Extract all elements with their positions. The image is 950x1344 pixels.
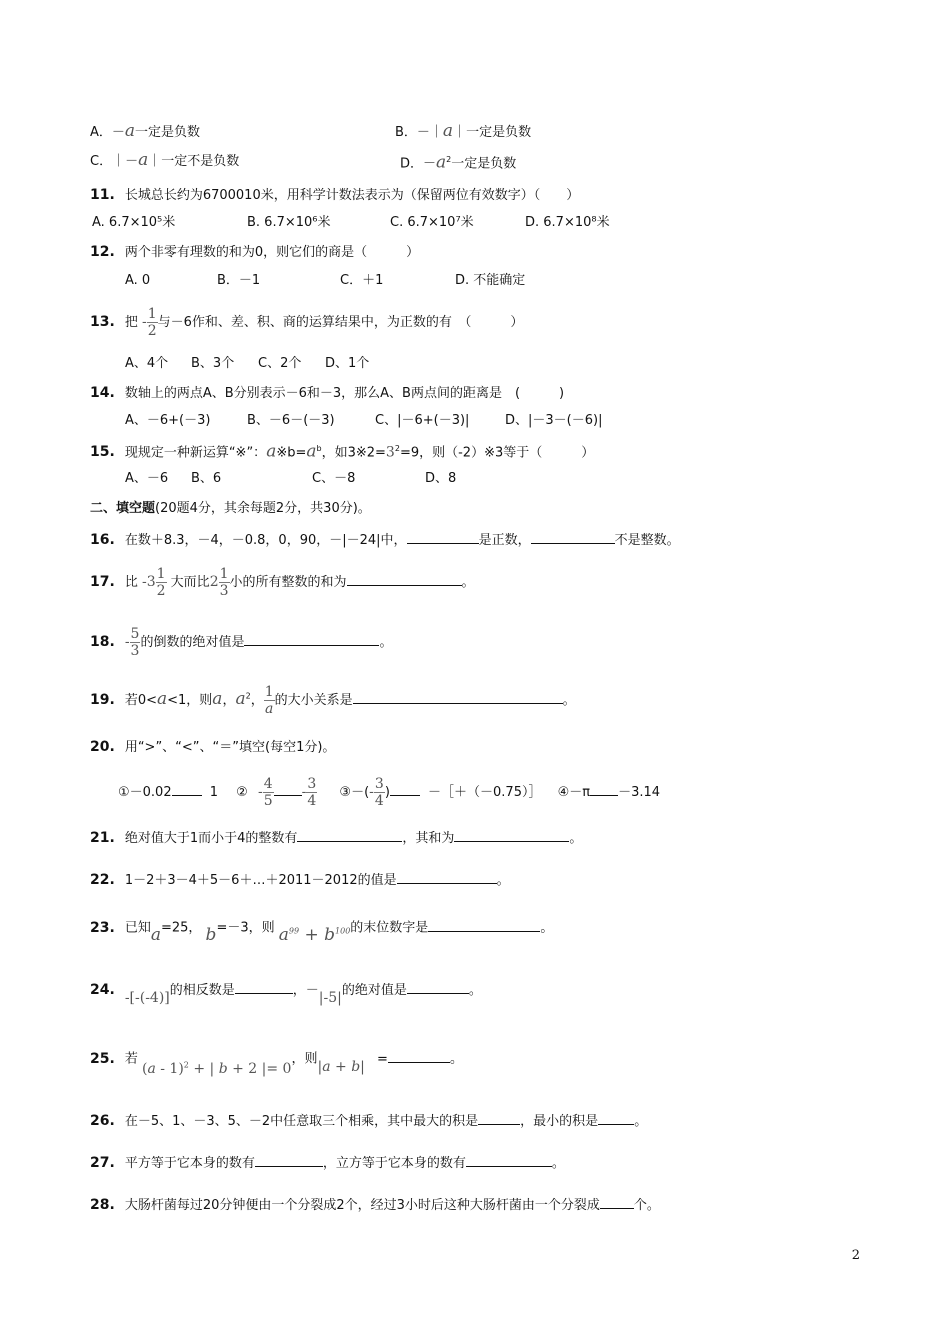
- q10-a-tail: 一定是负数: [135, 125, 201, 140]
- q17-text-b: 大而比: [170, 575, 210, 590]
- q14-opt-d: D、|－3－(－6)|: [505, 413, 603, 428]
- q24: [90, 981, 482, 1006]
- q12-opt-d: D. 不能确定: [455, 273, 526, 288]
- q21-text-a: 绝对值大于1而小于4的整数有: [124, 831, 298, 846]
- q25-text-c: =: [377, 1051, 388, 1067]
- q14-opt-c: C、|－6+(－3)|: [375, 413, 470, 428]
- answer-blank[interactable]: [244, 633, 379, 646]
- q26: [90, 1112, 647, 1131]
- q19-text-c: ，: [222, 693, 236, 708]
- q20-part-2: ②: [236, 785, 248, 800]
- expr-a99-b100: $a^{99} + b^{100}$: [278, 924, 351, 945]
- answer-blank[interactable]: [598, 1112, 634, 1125]
- fraction-1-2: $\frac{1}{2}$: [156, 566, 166, 599]
- var-a: a: [266, 441, 277, 462]
- section-heading: [90, 500, 371, 518]
- q23: [90, 914, 554, 945]
- q20-part-3-rhs: －［＋（－0.75）］: [428, 785, 542, 800]
- q18: 18. - $\frac{5}{3}$ 的倒数的绝对值是 。: [90, 626, 393, 659]
- q24-text-d: 。: [468, 983, 482, 998]
- answer-blank[interactable]: [274, 783, 302, 796]
- q12-opt-b: B．－1: [217, 273, 261, 288]
- q17-text-c: 小的所有整数的和为: [229, 575, 347, 590]
- q16-text-b: 是正数，: [478, 533, 531, 548]
- answer-blank[interactable]: [600, 1196, 634, 1209]
- var-a: a: [212, 689, 223, 709]
- question-number: 27.: [90, 1155, 115, 1171]
- q10-d-tail: 一定是负数: [451, 156, 517, 172]
- q21-text-c: 。: [569, 831, 583, 846]
- answer-blank[interactable]: [390, 783, 420, 796]
- q10-b-tail: ｜一定是负数: [453, 125, 532, 140]
- q25-text-d: 。: [449, 1051, 463, 1067]
- q21: [90, 829, 582, 848]
- q11-opt-d: D. 6.7×10⁸米: [525, 215, 610, 230]
- answer-blank[interactable]: [347, 573, 462, 586]
- q10-c-label: C．｜－: [90, 154, 139, 169]
- q15-stem: 15. 现规定一种新运算“※”：$a※b=a^b$，如$3※2=3^2=9$，则（-2）※3等于（ ）: [90, 441, 595, 462]
- question-text: 数轴上的两点A、B分别表示－6和－3，那么A、B两点间的距离是 ( ): [124, 386, 565, 401]
- q10-d-label: D．－: [400, 156, 437, 172]
- q20-part-4-rhs: －3.14: [618, 785, 661, 800]
- answer-blank[interactable]: [531, 531, 615, 544]
- q25-text-b: ，则: [291, 1051, 318, 1067]
- q17-text-d: 。: [461, 575, 475, 590]
- q25-text-a: 若: [124, 1051, 138, 1067]
- q19-text-a: 若0<: [124, 693, 157, 708]
- q12-stem: [90, 243, 419, 262]
- question-number: 28.: [90, 1197, 115, 1213]
- q23-text-d: 的末位数字是: [350, 920, 429, 936]
- fraction-4-5: $\frac{4}{5}$: [263, 776, 273, 809]
- section-title: 二、填空题: [90, 501, 156, 516]
- q23-text-b: =25，: [160, 920, 202, 936]
- answer-blank[interactable]: [466, 1154, 552, 1167]
- q10-c-tail: ｜一定不是负数: [148, 154, 240, 169]
- answer-blank[interactable]: [407, 981, 469, 994]
- answer-blank[interactable]: [428, 919, 540, 932]
- expr-abs-neg5: |-5|: [318, 990, 342, 1006]
- var-a: a: [124, 121, 136, 141]
- q13-opt-d: D、1个: [325, 356, 370, 371]
- answer-blank[interactable]: [255, 1154, 323, 1167]
- var-a: a: [442, 121, 454, 141]
- q23-text-c: =－3，则: [216, 920, 275, 936]
- q23-text-a: 已知: [124, 920, 151, 936]
- fraction-1-a: $\frac{1}{a}$: [264, 684, 274, 717]
- q11-opt-c: C. 6.7×10⁷米: [390, 215, 474, 230]
- q10-option-c: [90, 151, 239, 171]
- q15-opt-b: B、6: [191, 471, 222, 486]
- q28-text-b: 个。: [633, 1198, 660, 1213]
- q20-part-3-close: ): [384, 785, 390, 800]
- answer-blank[interactable]: [353, 691, 563, 704]
- var-a: a: [436, 152, 447, 173]
- q13-stem: 13. 把 - $\frac{1}{2}$ 与－6作和、差、积、商的运算结果中，为正数的有 （ ）: [90, 306, 524, 339]
- q20-stem: [90, 738, 335, 757]
- q13-opt-a: A、4个: [125, 356, 169, 371]
- q10-option-a: [90, 122, 200, 142]
- q24-text-c: 的绝对值是: [341, 983, 407, 998]
- q22-text-b: 。: [496, 873, 510, 888]
- var-a: a: [235, 689, 246, 709]
- q15-post2: =9，则（-2）※3等于（ ）: [399, 445, 595, 461]
- q22-text-a: 1－2＋3－4＋5－6＋…＋2011－2012的值是: [124, 873, 397, 888]
- q24-text-b: ，－: [292, 983, 319, 998]
- q24-text-a: 的相反数是: [169, 983, 235, 998]
- q27-text-c: 。: [551, 1156, 565, 1171]
- q15-opt-c: C、－8: [312, 471, 356, 486]
- answer-blank[interactable]: [388, 1050, 450, 1063]
- answer-blank[interactable]: [297, 829, 402, 842]
- q10-a-label: A．－: [90, 125, 125, 140]
- q17: 17. 比 -3 $\frac{1}{2}$ 大而比2 $\frac{1}{3}$ 小的所有整数的和为 。: [90, 566, 475, 599]
- q10-option-b: [395, 122, 531, 142]
- question-number: 20.: [90, 739, 115, 755]
- q12-opt-a: A. 0: [125, 273, 151, 288]
- var-a: a: [150, 924, 161, 945]
- q20-part-1: ①－0.02: [118, 785, 172, 800]
- q27-text-a: 平方等于它本身的数有: [124, 1156, 255, 1171]
- question-number: 19.: [90, 692, 115, 708]
- answer-blank[interactable]: [454, 829, 569, 842]
- page-number: 2: [851, 1248, 860, 1263]
- fraction-3-4: $\frac{3}{4}$: [374, 776, 384, 809]
- var-b: b: [205, 924, 217, 945]
- q25: [90, 1046, 463, 1077]
- q20-parts: ①－0.02 1 ② - $\frac{4}{5}$ - $\frac{3}{4}$ ③－(- $\frac{3}{4}$ ) －［＋（－0.75）］ ④－π －3.14: [118, 776, 661, 809]
- question-number: 16.: [90, 532, 115, 548]
- q22: [90, 871, 510, 890]
- fraction-1-2: $\frac{1}{2}$: [147, 306, 157, 339]
- fraction-3-4: $\frac{3}{4}$: [307, 776, 317, 809]
- q13-opt-c: C、2个: [258, 356, 302, 371]
- q28: [90, 1196, 660, 1215]
- question-number: 21.: [90, 830, 115, 846]
- q19-text-b: <1，则: [167, 693, 213, 708]
- q26-text-c: 。: [634, 1114, 648, 1129]
- q14-opt-b: B、－6－(－3): [247, 413, 335, 428]
- answer-blank[interactable]: [172, 783, 202, 796]
- q13-pre: 把: [124, 315, 138, 330]
- q15-post: ，如3※2=: [321, 445, 386, 461]
- q27-text-b: ，立方等于它本身的数有: [322, 1156, 466, 1171]
- q18-text-a: 的倒数的绝对值是: [140, 635, 245, 650]
- q20-part-4: ④－π: [557, 785, 591, 800]
- q17-text-a: 比: [124, 575, 138, 590]
- question-number: 12.: [90, 244, 115, 260]
- var-a: a: [156, 689, 168, 709]
- answer-blank[interactable]: [397, 871, 497, 884]
- expr-abs-a-plus-b: |a + b|: [317, 1058, 365, 1075]
- q15-opt-d: D、8: [425, 471, 457, 486]
- expr-neg-bracket: -[-(-4)]: [124, 990, 170, 1006]
- question-number: 17.: [90, 574, 115, 590]
- question-number: 23.: [90, 919, 115, 936]
- q15-opt-a: A、－6: [125, 471, 169, 486]
- question-number: 24.: [90, 982, 115, 998]
- question-number: 11.: [90, 187, 115, 203]
- q15-mid: ※b=: [276, 445, 307, 461]
- q19-text-d: ，: [250, 693, 264, 708]
- question-number: 13.: [90, 314, 115, 330]
- fraction-1-3: $\frac{1}{3}$: [219, 566, 229, 599]
- q10-option-d: D．$-a^2$一定是负数: [400, 152, 517, 173]
- q21-text-b: ，其和为: [402, 831, 455, 846]
- question-number: 15.: [90, 444, 115, 461]
- q14-opt-a: A、－6+(－3): [125, 413, 211, 428]
- q16: [90, 531, 680, 550]
- q19: 19. 若0<a<1，则a，$a^2$， $\frac{1}{a}$ 的大小关系是 。: [90, 684, 576, 717]
- question-number: 22.: [90, 872, 115, 888]
- q14-stem: [90, 384, 564, 403]
- fraction-5-3: $\frac{5}{3}$: [130, 626, 140, 659]
- question-number: 25.: [90, 1050, 115, 1067]
- q11-stem: [90, 186, 579, 205]
- section-note: (20题4分，其余每题2分，共30分)。: [155, 501, 371, 516]
- question-number: 26.: [90, 1113, 115, 1129]
- q26-text-b: ，最小的积是: [520, 1114, 599, 1129]
- question-number: 18.: [90, 634, 115, 650]
- q11-opt-a: A. 6.7×10⁵米: [92, 215, 176, 230]
- q19-text-e: 的大小关系是: [274, 693, 353, 708]
- expr-condition: (a - 1)$^2$ + | b + 2 |= 0: [141, 1060, 292, 1077]
- q11-opt-b: B. 6.7×10⁶米: [247, 215, 331, 230]
- question-text: 长城总长约为6700010米，用科学计数法表示为（保留两位有效数字）（ ）: [124, 188, 580, 203]
- answer-blank[interactable]: [590, 783, 618, 796]
- question-text: 两个非零有理数的和为0，则它们的商是（ ）: [124, 245, 420, 260]
- var-a: a: [138, 150, 149, 170]
- answer-blank[interactable]: [235, 981, 293, 994]
- q15-pre: 现规定一种新运算“※”：: [124, 445, 267, 461]
- q13-post: 与－6作和、差、积、商的运算结果中，为正数的有 （ ）: [157, 315, 524, 330]
- q27: [90, 1154, 565, 1173]
- q12-opt-c: C．＋1: [340, 273, 384, 288]
- question-number: 14.: [90, 385, 115, 401]
- q10-b-label: B．－｜: [395, 125, 443, 140]
- q26-text-a: 在－5、1、－3、5、－2中任意取三个相乘，其中最大的积是: [124, 1114, 479, 1129]
- q13-opt-b: B、3个: [191, 356, 235, 371]
- q16-text-a: 在数＋8.3，－4，－0.8，0，90，－|－24|中，: [124, 533, 407, 548]
- q20-part-3: ③－(: [339, 785, 370, 800]
- var-a: a: [306, 441, 317, 462]
- q16-text-c: 不是整数。: [614, 533, 680, 548]
- question-text: 用“>”、“<”、“＝”填空(每空1分)。: [124, 740, 336, 755]
- q19-text-f: 。: [562, 693, 576, 708]
- q18-text-b: 。: [379, 635, 393, 650]
- answer-blank[interactable]: [478, 1112, 520, 1125]
- q23-text-e: 。: [540, 920, 554, 936]
- q20-part-1-rhs: 1: [209, 785, 219, 800]
- answer-blank[interactable]: [407, 531, 479, 544]
- q28-text-a: 大肠杆菌每过20分钟便由一个分裂成2个，经过3小时后这种大肠杆菌由一个分裂成: [124, 1198, 600, 1213]
